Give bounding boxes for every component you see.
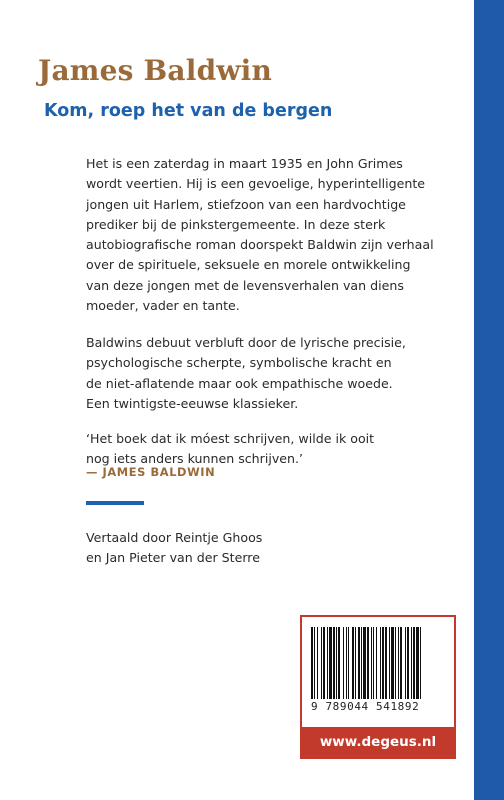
translator-line: en Jan Pieter van der Sterre bbox=[86, 550, 260, 566]
author-name: James Baldwin bbox=[38, 54, 273, 87]
quote-line: ‘Het boek dat ik móest schrijven, wilde ik ooit bbox=[86, 431, 375, 446]
text-line: autobiografische roman doorspekt Baldwin zijn verhaal bbox=[86, 237, 434, 253]
text-line: moeder, vader en tante. bbox=[86, 298, 240, 314]
description-paragraph-2 bbox=[86, 333, 446, 414]
text-line: Een twintigste-eeuwse klassieker. bbox=[86, 395, 299, 411]
text-line: psychologische scherpte, symbolische kracht en bbox=[86, 355, 392, 371]
translator-line: Vertaald door Reintje Ghoos bbox=[86, 530, 263, 545]
isbn-number: 9 789044 541892 bbox=[311, 700, 420, 713]
quote-line: nog iets anders kunnen schrijven.’ bbox=[86, 451, 304, 467]
barcode-icon bbox=[311, 627, 445, 699]
quote-attribution: — JAMES BALDWIN bbox=[86, 465, 216, 479]
text-line: van deze jongen met de levensverhalen van diens bbox=[86, 277, 404, 293]
text-line: wordt veertien. Hij is een gevoelige, hyperintelligente bbox=[86, 176, 426, 192]
author-quote bbox=[86, 429, 446, 470]
book-spine bbox=[474, 0, 504, 800]
text-line: jongen uit Harlem, stiefzoon van een hardvochtige bbox=[86, 196, 406, 212]
description-paragraph-1 bbox=[86, 154, 446, 316]
barcode-box bbox=[300, 615, 456, 759]
text-line: prediker bij de pinkstergemeente. In deze sterk bbox=[86, 216, 386, 232]
section-divider bbox=[86, 501, 144, 505]
text-line: Baldwins debuut verbluft door de lyrische precisie, bbox=[86, 335, 406, 350]
text-line: Het is een zaterdag in maart 1935 en John Grimes bbox=[86, 156, 403, 171]
translator-credit bbox=[86, 528, 446, 569]
text-line: over de spirituele, seksuele en morele ontwikkeling bbox=[86, 257, 411, 273]
publisher-url: www.degeus.nl bbox=[302, 727, 454, 757]
text-line: de niet-aflatende maar ook empathische woede. bbox=[86, 375, 393, 391]
book-title: Kom, roep het van de bergen bbox=[44, 101, 333, 121]
